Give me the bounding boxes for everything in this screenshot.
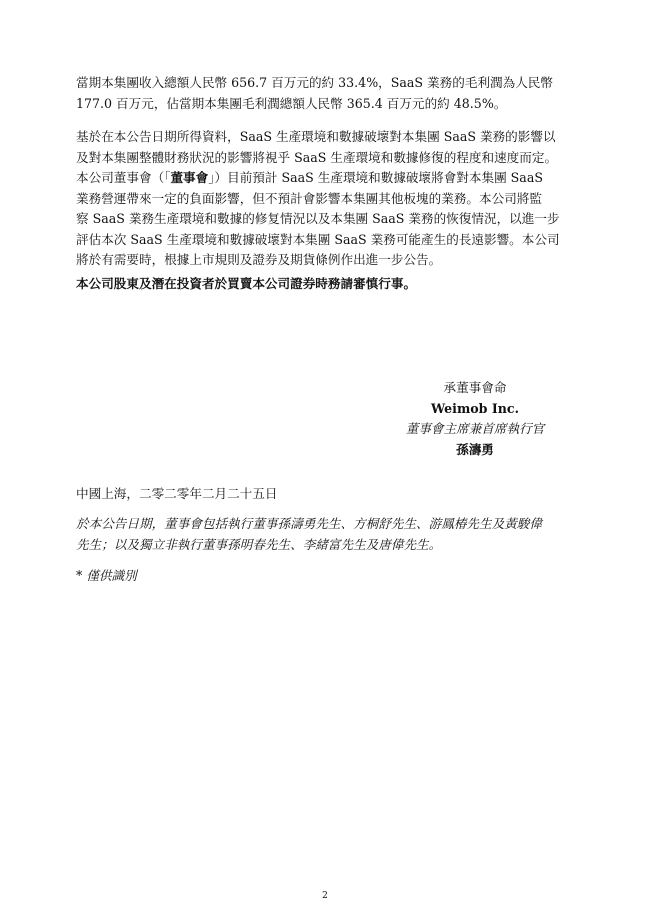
caution-statement	[76, 274, 576, 295]
board-paragraph	[76, 168, 576, 271]
page-number: 2	[322, 891, 328, 901]
text-line: 及對本集團整體財務狀況的影響將視乎 SaaS 生產環境和數據修復的程度和速度而定。	[76, 149, 558, 165]
board-line-suffix: 」）目前預計 SaaS 生產環境和數據破壞將會對本集團 SaaS	[208, 170, 543, 185]
text-line: * 僅供識別	[76, 568, 137, 583]
text-line: 本公司股東及潛在投資者於買賣本公司證券時務請審慎行事。	[76, 276, 417, 291]
text-line: 當期本集團收入總額人民幣 656.7 百万元的約 33.4%，SaaS 業務的毛利潤為人民幣	[76, 75, 553, 90]
board-line-prefix: 本公司董事會（「	[76, 170, 171, 185]
directors-paragraph	[76, 514, 576, 555]
text-line: 於本公告日期，董事會包括執行董事孫濤勇先生、方桐舒先生、游鳳椿先生及黃駿偉	[76, 516, 542, 531]
text-line: 察 SaaS 業務生產環境和數據的修复情況以及本集團 SaaS 業務的恢復情況，以進一步	[76, 211, 560, 226]
text-line: 基於在本公告日期所得資料，SaaS 生產環境和數據破壞對本集團 SaaS 業務的影響以	[76, 129, 556, 144]
place-date	[76, 484, 576, 505]
signature-title: 董事會主席兼首席執行官	[405, 421, 545, 436]
text-line: 將於有需要時，根據上市規則及證券及期貨條例作出進一步公告。	[76, 252, 442, 267]
text-line: 中國上海，二零二零年二月二十五日	[76, 486, 278, 501]
signature-order-line: 承董事會命	[443, 380, 507, 395]
footnote	[76, 566, 576, 587]
text-line: 先生；以及獨立非執行董事孫明春先生、李緒富先生及唐偉先生。	[76, 536, 442, 552]
signature-name: 孫濤勇	[456, 441, 494, 457]
revenue-paragraph	[76, 73, 576, 114]
signature-block	[360, 378, 590, 460]
text-line: 業務營運帶來一定的負面影響，但不預計會影響本集團其他板塊的業務。本公司將監	[76, 190, 542, 206]
board-defined-term: 董事會	[170, 170, 209, 185]
text-line: 評估本次 SaaS 生產環境和數據破壞對本集團 SaaS 業務可能產生的長遠影響。本公司	[76, 231, 560, 247]
text-line: 177.0 百万元，佔當期本集團毛利潤總額人民幣 365.4 百万元的約 48.5%。	[76, 95, 507, 111]
text-line	[76, 168, 576, 189]
impact-paragraph	[76, 127, 576, 168]
signature-company: Weimob Inc.	[431, 400, 519, 416]
